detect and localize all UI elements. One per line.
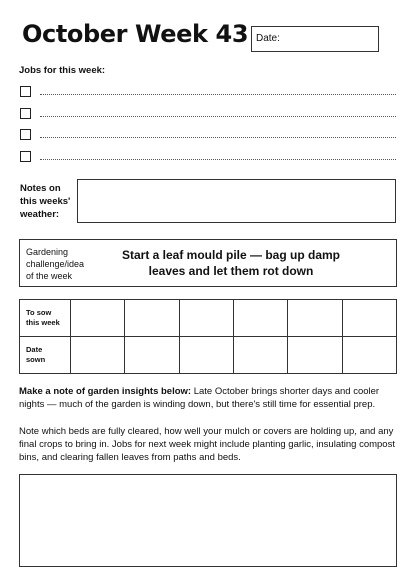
page-title: October Week 43: [22, 20, 249, 48]
insights-detail-paragraph: Note which beds are fully cleared, how well your mulch or covers are holding up, and any final crops to bring in. Jobs for next week might include planting garlic, insulating compost bins, and clearing fallen leaves from paths and beds.: [19, 426, 395, 463]
job-row-3: [20, 129, 396, 141]
job-line-4[interactable]: [40, 159, 396, 160]
job-checkbox-2[interactable]: [20, 108, 31, 119]
jobs-label: Jobs for this week:: [19, 65, 106, 76]
date-sown-cell[interactable]: [71, 337, 125, 374]
date-sown-header-line: Date: [26, 345, 43, 354]
date-sown-header-line: sown: [26, 355, 46, 364]
weather-notes-label: [20, 182, 70, 221]
job-row-1: [20, 86, 396, 98]
date-sown-row: [20, 337, 397, 374]
weather-notes-box[interactable]: [77, 179, 396, 223]
date-sown-cell[interactable]: [179, 337, 233, 374]
weather-label-line: weather:: [20, 209, 60, 220]
challenge-box: [19, 239, 397, 287]
sow-cell[interactable]: [288, 300, 342, 337]
date-sown-cell[interactable]: [288, 337, 342, 374]
challenge-label-line: of the week: [26, 271, 73, 281]
job-line-2[interactable]: [40, 116, 396, 117]
job-checkbox-3[interactable]: [20, 129, 31, 140]
weather-label-line: Notes on: [20, 183, 61, 194]
date-label: Date:: [256, 33, 280, 44]
sowing-table: [19, 299, 397, 374]
date-sown-header: [20, 337, 71, 374]
date-sown-cell[interactable]: [125, 337, 179, 374]
sow-cell[interactable]: [233, 300, 287, 337]
challenge-label-line: challenge/idea: [26, 259, 85, 269]
job-line-3[interactable]: [40, 137, 396, 138]
sow-cell[interactable]: [71, 300, 125, 337]
job-checkbox-4[interactable]: [20, 151, 31, 162]
insights-label: Make a note of garden insights below:: [19, 386, 192, 397]
sow-row-header: [20, 300, 71, 337]
weather-label-line: this weeks': [20, 196, 71, 207]
challenge-label-line: Gardening: [26, 247, 69, 257]
sow-header-line: To sow: [26, 308, 52, 317]
job-checkbox-1[interactable]: [20, 86, 31, 97]
challenge-label: [26, 246, 84, 282]
challenge-text: Start a leaf mould pile — bag up damp leaves and let them rot down: [121, 248, 341, 278]
sow-header-line: this week: [26, 318, 60, 327]
sow-row: [20, 300, 397, 337]
insights-intro: Late October brings shorter days and cooler nights — much of the garden is winding down, but there's still time for essential prep.: [19, 386, 380, 410]
job-line-1[interactable]: [40, 94, 396, 95]
insights-paragraph: [19, 385, 399, 411]
sow-cell[interactable]: [125, 300, 179, 337]
date-sown-cell[interactable]: [233, 337, 287, 374]
job-row-4: [20, 151, 396, 163]
date-field[interactable]: [251, 26, 379, 52]
job-row-2: [20, 108, 396, 120]
insights-notes-box[interactable]: [19, 474, 397, 567]
sow-cell[interactable]: [342, 300, 396, 337]
sow-cell[interactable]: [179, 300, 233, 337]
date-sown-cell[interactable]: [342, 337, 396, 374]
